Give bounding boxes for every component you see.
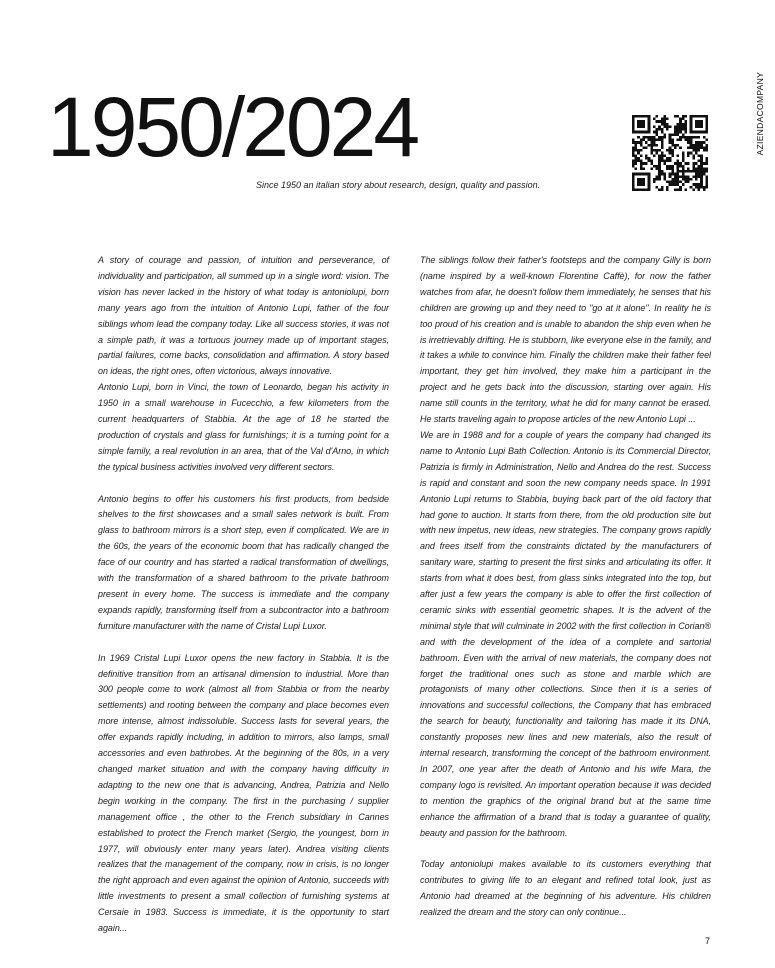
paragraph: In 1969 Cristal Lupi Luxor opens the new factory in Stabbia. It is the definitive transition from an artisanal dimension to industrial. More than 300 people come to work (almost all from Stabbia or from the nearby settlements) and rooting between the company and place becomes even more intense, almost indissoluble. Success lasts for several years, the offer expands rapidly including, in addition to mirrors, also lamps, small accessories and even bathrobes. At the beginning of the 80s, in a very changed market situation and with the company having difficulty in adapting to the new one that is advancing, Andrea, Patrizia and Nello begin working in the company. The first in the purchasing / supplier management office , the other to the French subsidiary in Cannes established to protect the French market (Sergio, the youngest, born in 1977, will obviously enter many years later). Andrea visiting clients realizes that the management of the company, now in crisis, is no longer the right approach and even against the opinion of Antonio, succeeds with little investments to present a small collection of furnishing systems at Cersaie in 1983. Success is immediate, it is the opportunity to start again... [98, 652, 389, 934]
section-tab-english: COMPANY [755, 72, 765, 117]
paragraph: Today antoniolupi makes available to its customers everything that contributes to giving life to an elegant and refined total look, just as Antonio had dreamed at the beginning of his adventure. His children realized the dream and the story can only continue... [420, 859, 711, 918]
right-column [420, 253, 711, 921]
paragraph: We are in 1988 and for a couple of years the company had changed its name to Antonio Lupi Bath Collection. Antonio is its Commercial Director, Patrizia is firmly in Administration, Nello and Andrea do the rest. Success is rapid and constant and soon the new company needs space. In 1991 Antonio Lupi returns to Stabbia, buying back part of the old factory that had gone to auction. It starts from there, from the old production site but with new impetus, new ideas, new strategies. The company grows rapidly and frees itself from the constraints dictated by the manufacturers of sanitary ware, starting to present the first sinks and articulating its offer. It starts from what it does best, from glass sinks integrated into the top, but after just a few years the company is able to offer the first collection of ceramic sinks with essential geometric shapes. It is the advent of the minimal style that will culminate in 2002 with the first collection in Corian® and with the development of the idea of a complete and sartorial bathroom. Even with the arrival of new materials, the company does not forget the traditional ones such as stone and marble which are protagonists of many other collections. Since then it is a series of innovations and successful collections, the Company that has embraced the search for beauty, functionality and tailoring has made it its DNA, constantly proposes new lines and new materials, also the result of internal research, transforming the concept of the bathroom environment. In 2007, one year after the death of Antonio and his wife Mara, the company logo is revisited. An important operation because it was decided to mention the graphics of the original brand but at the same time enhance the affirmation of a brand that is today a guarantee of quality, beauty and passion for the bathroom. [420, 429, 711, 838]
page-title: 1950/2024 [47, 80, 418, 174]
section-tab [755, 72, 765, 155]
left-column [98, 253, 389, 937]
qr-code [632, 115, 708, 191]
page-number: 7 [705, 936, 711, 946]
paragraph: A story of courage and passion, of intuition and perseverance, of individuality and participation, all summed up in a single word: vision. The vision has never lacked in the history of what today is antoniolupi, born many years ago from the intuition of Antonio Lupi, father of the four siblings whom lead the company today. Like all success stories, it was not a simple path, it was a tortuous journey made up of important stages, partial failures, come backs, consolidation and affirmation. A story based on ideas, the right ones, often victorious, always innovative. [98, 255, 389, 377]
paragraph: Antonio begins to offer his customers his first products, from bedside shelves to the first showcases and a small sales network is built. From glass to bathroom mirrors is a short step, even if complicated. We are in the 60s, the years of the economic boom that has radically changed the face of our country and has started a radical transformation of dwellings, with the transformation of a shared bathroom to the private bathroom present in every home. The success is immediate and the company expands rapidly, transforming itself from a subcontractor into a bathroom furniture manufacturer with the name of Cristal Lupi Luxor. [98, 493, 389, 631]
tagline: Since 1950 an italian story about research, design, quality and passion. [256, 180, 541, 190]
paragraph: The siblings follow their father's footsteps and the company Gilly is born (name inspired by a well-known Florentine Caffè), for now the father watches from afar, he doesn't follow them immediately, he senses that his children are growing up and they need to "go at it alone". In reality he is too proud of his creation and is unable to abandon the ship even when he is irretrievably drifting. He is stubborn, like everyone else in the family, and it takes a while to convince him. Finally the children make their father feel important, they get him involved, they make him a participant in the project and he gets back into the discussion, starting over again. His name still counts in the territory, what he did for many cannot be erased. He starts traveling again to propose articles of the new Antonio Lupi ... [420, 255, 711, 425]
paragraph: Antonio Lupi, born in Vinci, the town of Leonardo, began his activity in 1950 in a small warehouse in Fucecchio, a few kilometers from the current headquarters of Stabbia. At the age of 18 he started the production of crystals and glass for furnishings; it is a turning point for a simple family, a real revolution in an area, that of the Val d'Arno, in which the typical business activities involved very different sectors. [98, 382, 389, 472]
section-tab-italian: AZIENDA [755, 116, 765, 156]
